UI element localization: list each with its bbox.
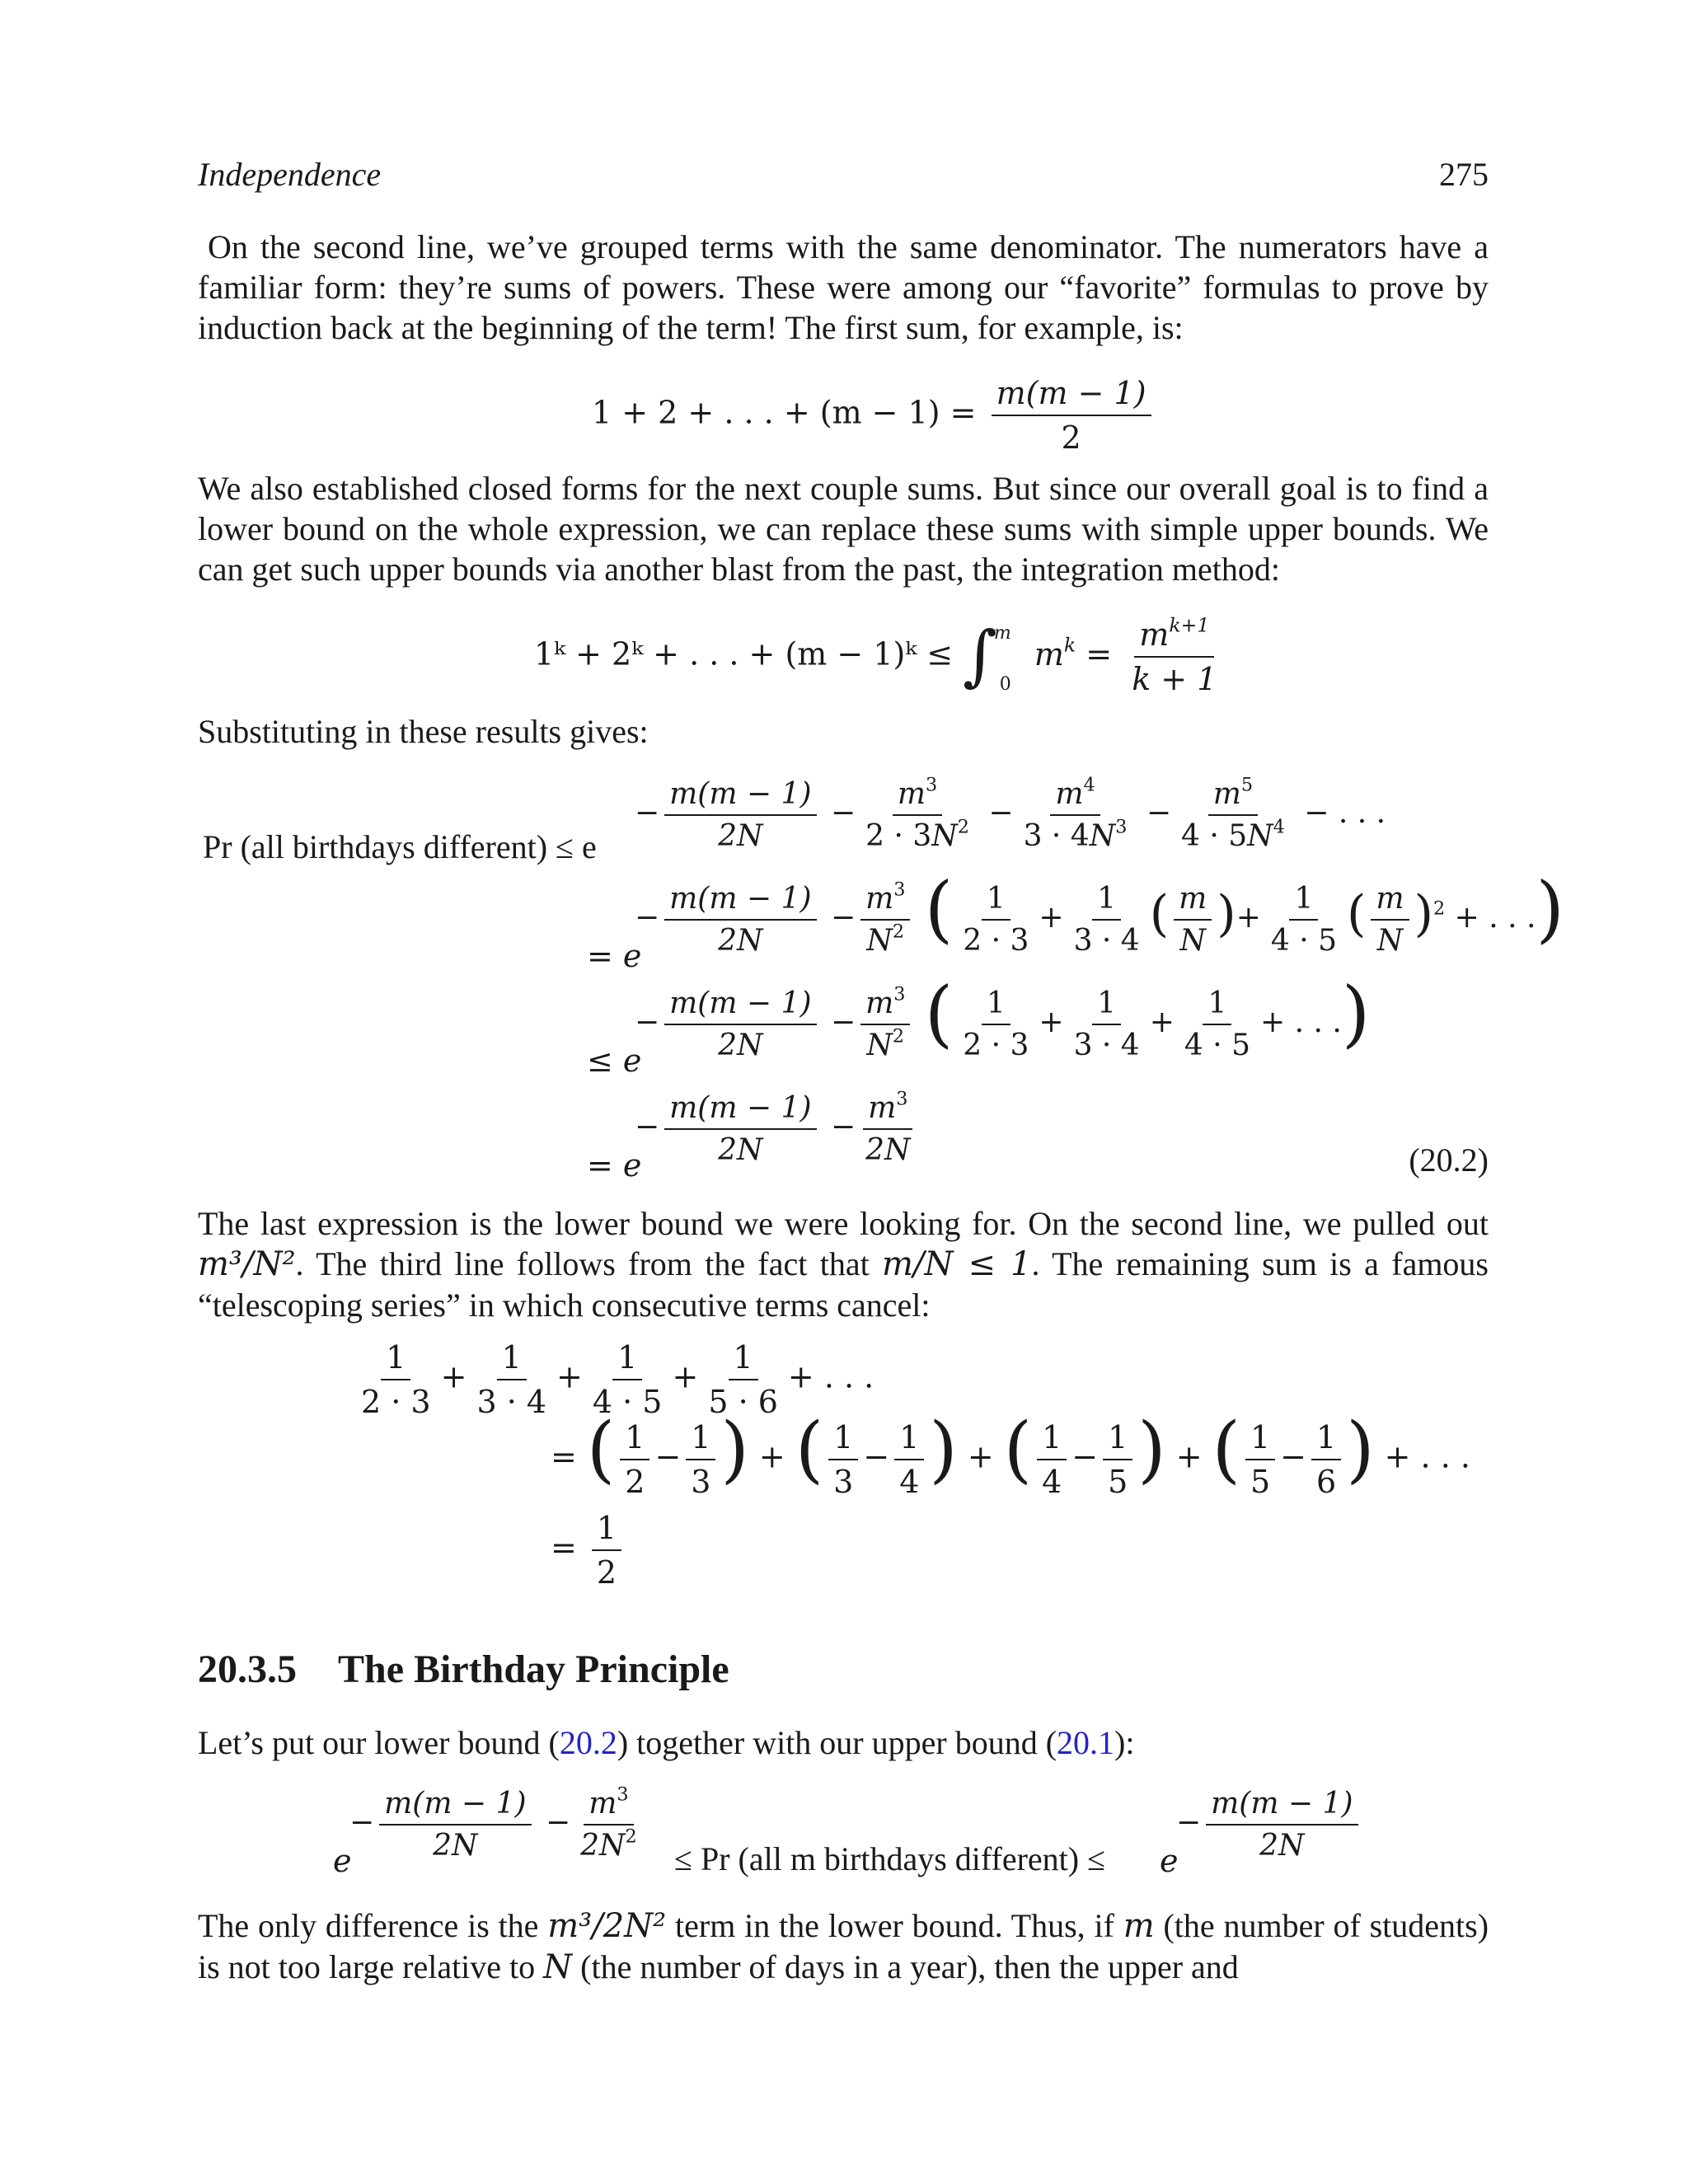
integral-sign: ∫ xyxy=(963,616,997,694)
bounds-left-e: e xyxy=(333,1843,352,1879)
inline-m3-over-N2: m³/N² xyxy=(198,1245,296,1283)
paragraph-5-part-c: ): xyxy=(1114,1724,1135,1761)
paragraph-4-part-c: . The remaining sum is a famous “telescoping series” in which consecutive terms cancel: xyxy=(198,1245,1489,1324)
section-title: The Birthday Principle xyxy=(338,1647,729,1691)
telescoping-series-line-3: = $\frac{1}{2}$ xyxy=(551,1510,626,1591)
inline-m-over-N-leq-1: m/N ≤ 1 xyxy=(882,1245,1032,1283)
paragraph-5 xyxy=(198,1722,1489,1763)
paragraph-2: We also established closed forms for the next couple sums. But since our overall goal is to find a lower bound on the whole expression, we can replace these sums with simple upper bounds. We can get such upper bounds via another blast from the past, the integration method: xyxy=(198,470,1489,588)
paragraph-4 xyxy=(198,1203,1489,1325)
paragraph-6-part-c: (the number of students) is not too large relative to xyxy=(198,1907,1489,1985)
integral-result-denominator: k + 1 xyxy=(1132,661,1217,697)
bounds-left-exponent: − $\frac{m(m - 1)}{2N}$ − $\frac{m^3}{2N^2}$ xyxy=(349,1783,637,1863)
equation-number-20-2: (20.2) xyxy=(1409,1141,1489,1179)
section-number: 20.3.5 xyxy=(198,1647,297,1691)
integral-equals: = xyxy=(1085,635,1123,673)
telescoping-series-line-2: = ( $\frac{1}{2}$ − $\frac{1}{3}$ ) + ( $\frac{1}{3}$ − $\frac{1}{4}$ ) + ( $\frac{1}{4}$ − $\frac{1}{5}$ ) + ( $\frac{1}{5}$ − $\frac{1}{6}$ ) + . . . xyxy=(551,1406,1470,1500)
paragraph-1: On the second line, we’ve grouped terms with the same denominator. The numerators have a familiar form: they’re sums of powers. These were among our “favorite” formulas to prove by induction back at the beginning of the term! The first sum, for example, is: xyxy=(198,228,1489,346)
integral-lhs: 1ᵏ + 2ᵏ + . . . + (m − 1)ᵏ ≤ xyxy=(534,635,954,673)
sum-lhs: 1 + 2 + . . . + (m − 1) = xyxy=(592,394,977,431)
integral-result-numerator: $m^{k+1}$ xyxy=(1134,616,1214,658)
equation-sum-of-integers xyxy=(592,375,1156,456)
integral-lower-limit: 0 xyxy=(999,673,1011,695)
integral-result-fraction xyxy=(1127,613,1221,697)
sum-numerator: m(m − 1) xyxy=(992,375,1151,416)
integral-upper-limit: m xyxy=(993,622,1011,644)
sum-fraction xyxy=(992,375,1151,456)
inline-N: N xyxy=(543,1948,573,1986)
telescoping-series-line-1: $\frac{1}{2 \cdot 3}$ + $\frac{1}{3 \cdot 4}$ + $\frac{1}{4 \cdot 5}$ + $\frac{1}{5 \cdot 6}$ + . . . xyxy=(361,1339,874,1420)
leq-e-line-3: ≤ e xyxy=(587,1043,642,1079)
paragraph-3: Substituting in these results gives: xyxy=(198,713,649,750)
paragraph-6-part-d: (the number of days in a year), then the upper and xyxy=(580,1948,1239,1985)
inline-m3-over-2N2: m³/2N² xyxy=(547,1907,667,1945)
exponent-line-3: − $\frac{m(m - 1)}{2N}$ − $\frac{m^3}{N^2}$ ( $\frac{1}{2 \cdot 3}$ + $\frac{1}{3 \cdot 4}$ + $\frac{1}{4 \cdot 5}$ + . . .) xyxy=(635,971,1371,1062)
paragraph-6 xyxy=(198,1905,1489,1988)
running-title: Independence xyxy=(198,156,382,193)
inline-m: m xyxy=(1123,1907,1155,1945)
paragraph-4-part-a: The last expression is the lower bound we were looking for. On the second line, we pulled out xyxy=(198,1205,1489,1242)
exponent-line-4: − $\frac{m(m - 1)}{2N}$ − $\frac{m^3}{2N}$ xyxy=(635,1091,921,1167)
integrand: $m^k$ xyxy=(1034,633,1076,673)
paragraph-5-part-a: Let’s put our lower bound ( xyxy=(198,1724,560,1761)
paragraph-6-part-b: term in the lower bound. Thus, if xyxy=(675,1907,1114,1944)
sum-denominator: 2 xyxy=(1061,419,1081,456)
pr-all-different-label: Pr (all birthdays different) ≤ e xyxy=(203,828,597,865)
equals-e-line-4: = e xyxy=(587,1147,642,1183)
bounds-right-exponent: − $\frac{m(m - 1)}{2N}$ xyxy=(1176,1787,1363,1863)
paragraph-5-part-b: ) together with our upper bound ( xyxy=(617,1724,1057,1761)
paragraph-6-part-a: The only difference is the xyxy=(198,1907,539,1944)
page-number: 275 xyxy=(1439,156,1489,193)
paragraph-4-part-b: . The third line follows from the fact that xyxy=(295,1245,870,1282)
ref-eq-20-2-link[interactable]: 20.2 xyxy=(559,1724,617,1761)
ref-eq-20-1-link[interactable]: 20.1 xyxy=(1057,1724,1115,1761)
equals-e-line-2: = e xyxy=(587,938,642,974)
bounds-right-e: e xyxy=(1160,1843,1179,1879)
bounds-middle: ≤ Pr (all m birthdays different) ≤ xyxy=(674,1840,1106,1877)
exponent-line-1: − $\frac{m(m - 1)}{2N}$ − $\frac{m^3}{2 \cdot 3N^2}$ − $\frac{m^4}{3 \cdot 4N^3}$ − $\frac{m^5}{4 \cdot 5N^4}$ − . . . xyxy=(635,774,1386,853)
exponent-line-2: − $\frac{m(m - 1)}{2N}$ − $\frac{m^3}{N^2}$ ( $\frac{1}{2 \cdot 3}$ + $\frac{1}{3 \cdot 4}$ ( $\frac{m}{N}$ )+ $\frac{1}{4 \cdot 5}$ ( $\frac{m}{N}$ )$^2$ + . . .) xyxy=(635,866,1564,958)
equation-integral-bound xyxy=(534,613,1226,697)
